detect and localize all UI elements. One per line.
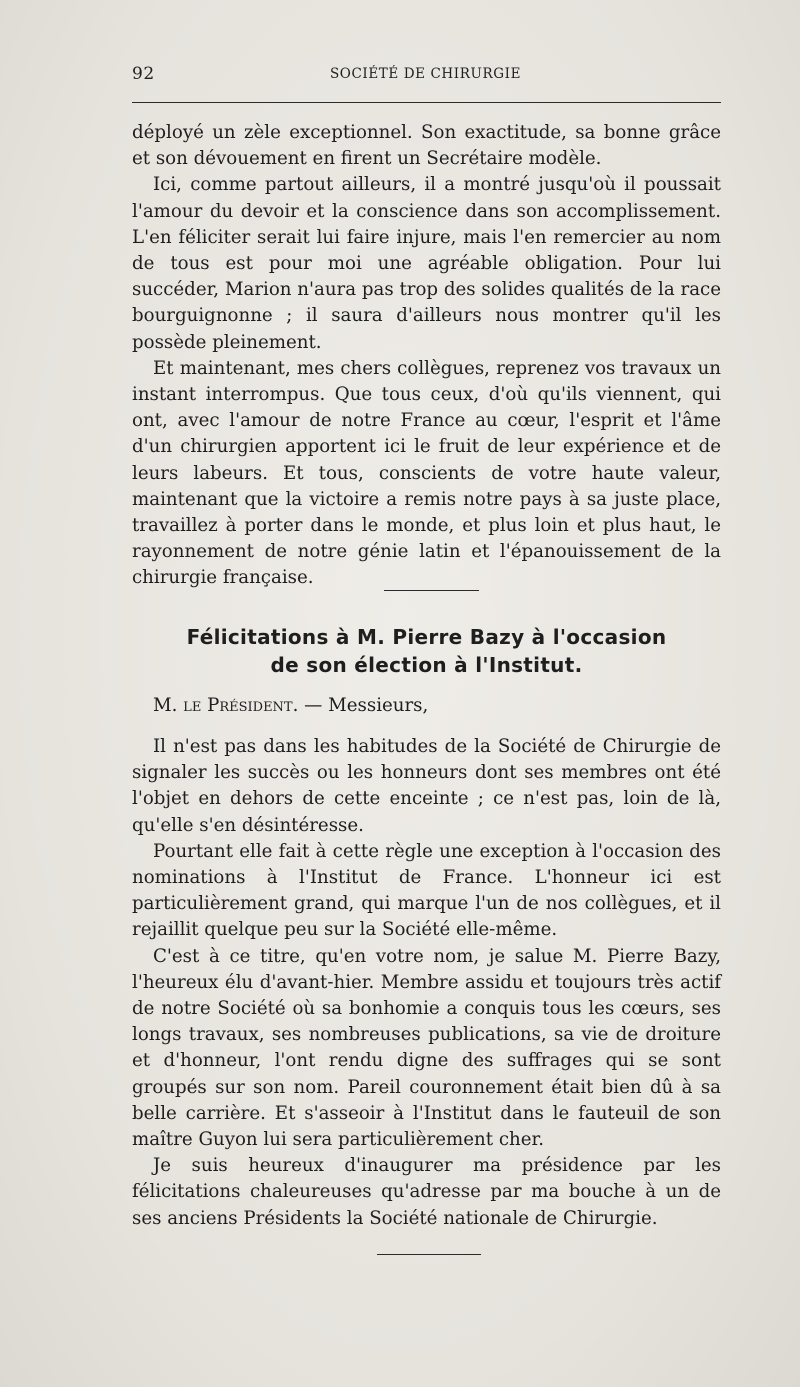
running-head: SOCIÉTÉ DE CHIRURGIE [329, 66, 522, 82]
paragraph: Et maintenant, mes chers collègues, reprenez vos travaux un instant interrompus. Que tous ceux, d'où qu'ils viennent, qui ont, avec l'amour de notre France au cœur, l'esprit et l'âme d'un chirurgien apportent ici le fruit de leur expérience et de leurs labeurs. Et tous, conscients de votre haute valeur, maintenant que la victoire a remis notre pays à sa juste place, travaillez à porter dans le monde, et plus loin et plus haut, le rayonnement de notre génie latin et l'épanouissement de la chirurgie française. [132, 357, 721, 589]
paragraph: Je suis heureux d'inaugurer ma présidence par les félicitations chaleureuses qu'adresse par ma bouche à un de ses anciens Présidents la Société nationale de Chirurgie. [132, 1155, 721, 1229]
speaker-name: M. le Président. [153, 695, 299, 716]
page-number: 92 [132, 64, 155, 84]
section-title-line: Félicitations à M. Pierre Bazy à l'occasion [186, 625, 667, 649]
section-separator [384, 590, 479, 591]
opening-text-block [132, 120, 721, 592]
paragraph: déployé un zèle exceptionnel. Son exactitude, sa bonne grâce et son dévouement en firent un Secrétaire modèle. [132, 122, 721, 170]
page-header [131, 64, 720, 88]
paragraph: Ici, comme partout ailleurs, il a montré jusqu'où il poussait l'amour du devoir et la conscience dans son accomplissement. L'en féliciter serait lui faire injure, mais l'en remercier au nom de tous est pour moi une agréable obligation. Pour lui succéder, Marion n'aura pas trop des solides qualités de la race bourguignonne ; il saura d'ailleurs nous montrer qu'il les possède pleinement. [132, 174, 721, 353]
speech-text-block [132, 734, 721, 1232]
header-rule [132, 102, 721, 103]
paragraph: Il n'est pas dans les habitudes de la Société de Chirurgie de signaler les succès ou les honneurs dont ses membres ont été l'objet en dehors de cette enceinte ; ce n'est pas, loin de là, qu'elle s'en désintéresse. [132, 736, 721, 836]
paragraph: C'est à ce titre, qu'en votre nom, je salue M. Pierre Bazy, l'heureux élu d'avant-hier. Membre assidu et toujours très actif de notre Société où sa bonhomie a conquis tous les cœurs, ses longs travaux, ses nombreuses publications, sa vie de droiture et d'honneur, l'ont rendu digne des suffrages qui se sont groupés sur son nom. Pareil couronnement était bien dû à sa belle carrière. Et s'asseoir à l'Institut dans le fauteuil de son maître Guyon lui sera particulièrement cher. [132, 945, 721, 1151]
speaker-line [153, 693, 428, 719]
speaker-address: — Messieurs, [298, 695, 429, 716]
section-title [132, 623, 721, 679]
section-title-line: de son élection à l'Institut. [270, 653, 583, 677]
paragraph: Pourtant elle fait à cette règle une exception à l'occasion des nominations à l'Institut de France. L'honneur ici est particulièrement grand, qui marque l'un de nos collègues, et il rejaillit quelque peu sur la Société elle-même. [132, 840, 721, 941]
closing-separator [377, 1254, 481, 1255]
